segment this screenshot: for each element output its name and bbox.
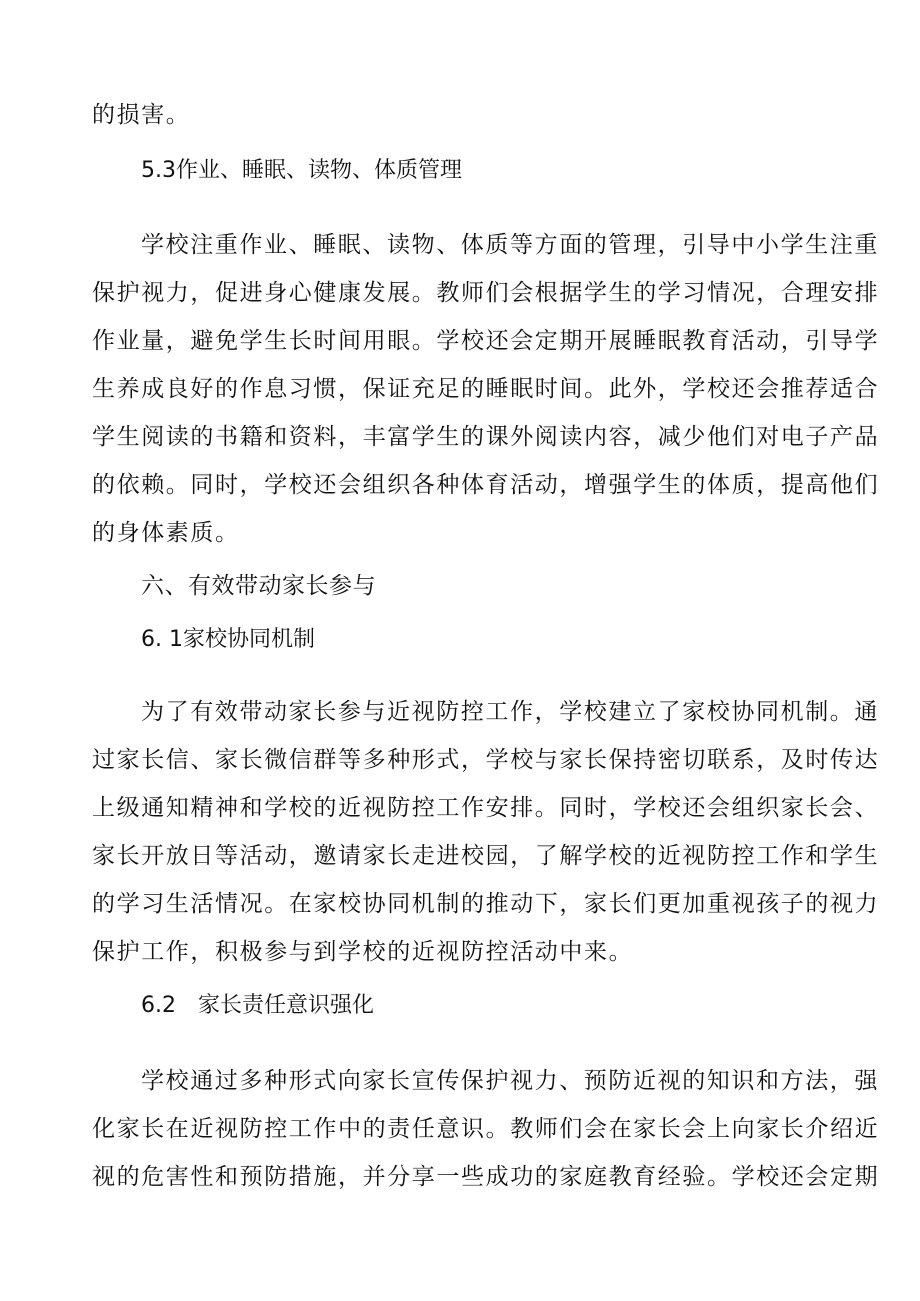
paragraph-line: 学校通过多种形式向家长宣传保护视力、预防近视的知识和方法，强 — [141, 1068, 879, 1094]
paragraph-line: 为了有效带动家长参与近视防控工作，学校建立了家校协同机制。通 — [141, 699, 879, 725]
paragraph-line: 学生阅读的书籍和资料，丰富学生的课外阅读内容，减少他们对电子产品 — [92, 424, 880, 450]
paragraph-line: 化家长在近视防控工作中的责任意识。教师们会在家长会上向家长介绍近 — [92, 1116, 880, 1142]
paragraph-line: 过家长信、家长微信群等多种形式，学校与家长保持密切联系，及时传达 — [92, 747, 880, 773]
paragraph-line: 的身体素质。 — [92, 520, 240, 546]
paragraph-line: 的依赖。同时，学校还会组织各种体育活动，增强学生的体质，提高他们 — [92, 472, 880, 498]
paragraph-line: 学校注重作业、睡眠、读物、体质等方面的管理，引导中小学生注重 — [141, 232, 879, 258]
section-heading-5-3: 5.3作业、睡眠、读物、体质管理 — [141, 158, 462, 183]
section-heading-6: 六、有效带动家长参与 — [141, 573, 376, 599]
section-heading-6-1: 6. 1家校协同机制 — [141, 627, 315, 652]
paragraph-line: 视的危害性和预防措施，并分享一些成功的家庭教育经验。学校还会定期 — [92, 1164, 880, 1190]
paragraph-line: 保护视力，促进身心健康发展。教师们会根据学生的学习情况，合理安排 — [92, 280, 880, 306]
paragraph-line: 保护工作，积极参与到学校的近视防控活动中来。 — [92, 939, 634, 965]
paragraph-line: 生养成良好的作息习惯，保证充足的睡眠时间。此外，学校还会推荐适合 — [92, 376, 880, 402]
paragraph-line: 作业量，避免学生长时间用眼。学校还会定期开展睡眠教育活动，引导学 — [92, 328, 880, 354]
paragraph-line: 上级通知精神和学校的近视防控工作安排。同时，学校还会组织家长会、 — [92, 795, 880, 821]
section-heading-6-2: 6.2 家长责任意识强化 — [141, 993, 374, 1018]
paragraph-line: 的学习生活情况。在家校协同机制的推动下，家长们更加重视孩子的视力 — [92, 891, 880, 917]
paragraph-line: 家长开放日等活动，邀请家长走进校园，了解学校的近视防控工作和学生 — [92, 843, 880, 869]
paragraph-fragment: 的损害。 — [92, 102, 191, 128]
